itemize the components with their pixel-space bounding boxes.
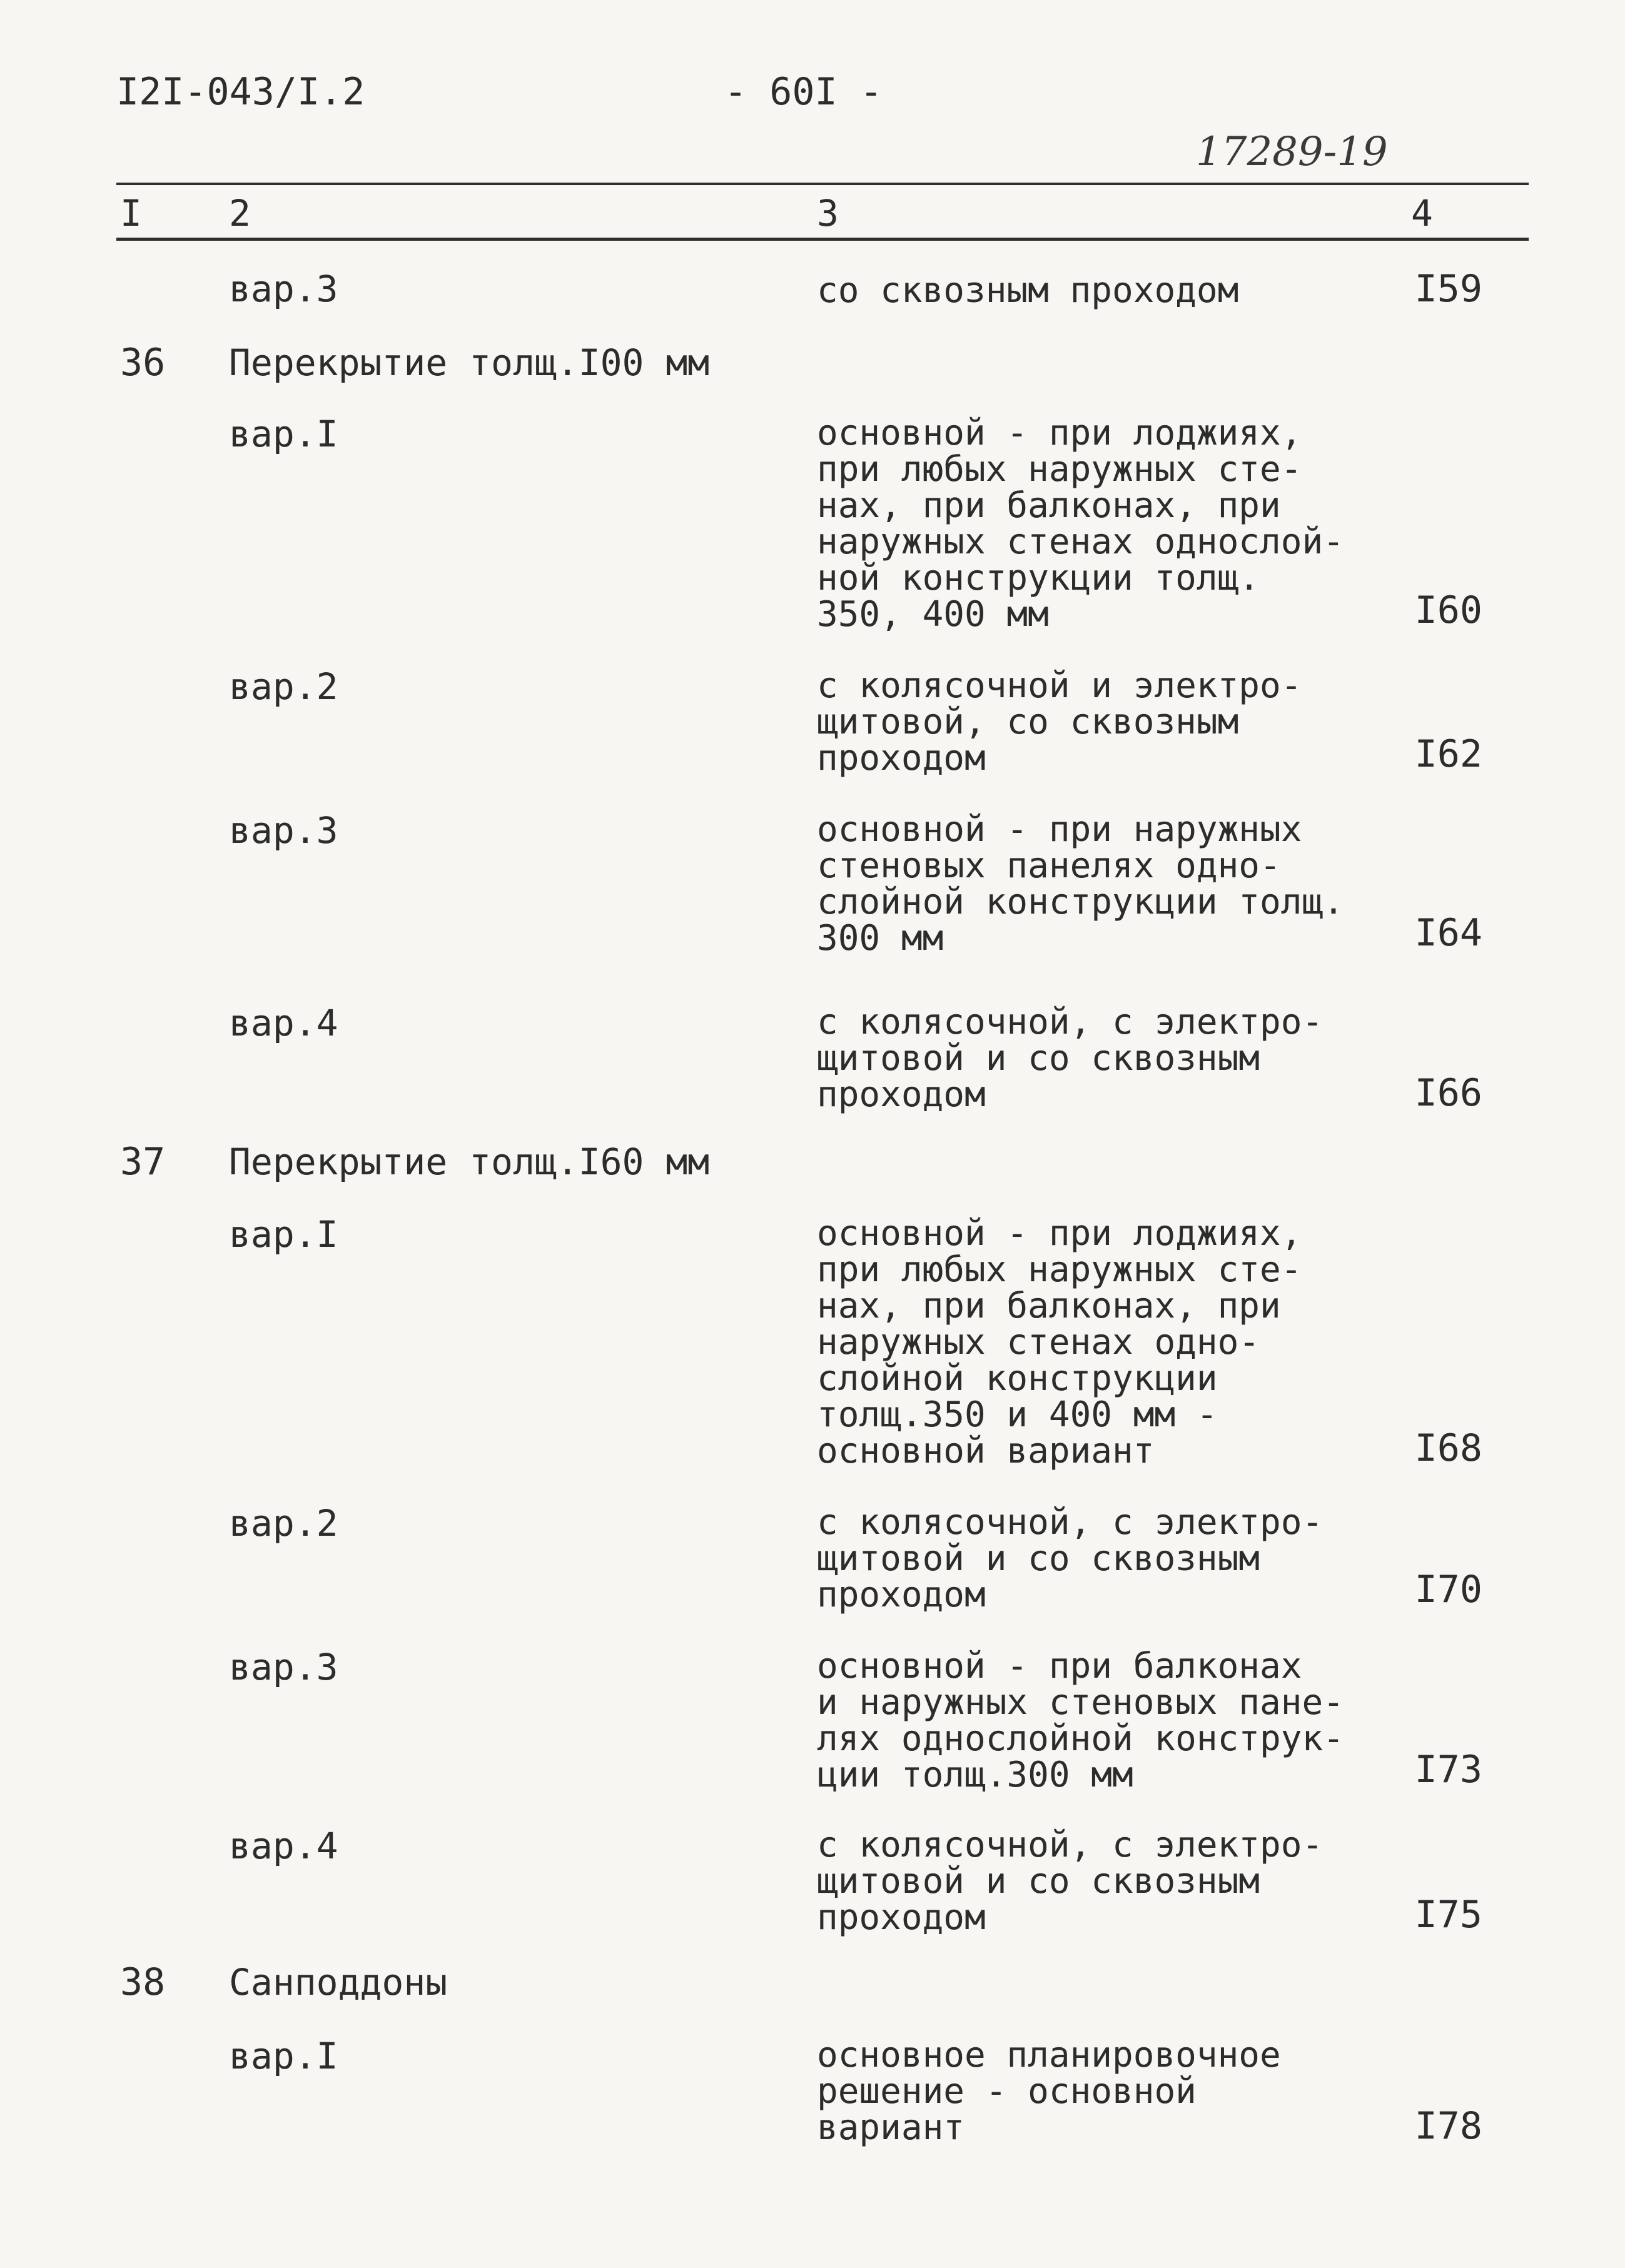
- variant-description: со сквозным проходом: [817, 270, 1239, 311]
- variant-label: вар.I: [229, 1213, 338, 1256]
- column-header-2: 2: [229, 192, 251, 234]
- page-reference: I66: [1414, 1071, 1482, 1115]
- variant-label: вар.I: [229, 413, 338, 455]
- section-number: 38: [120, 1960, 166, 2004]
- variant-label: вар.3: [229, 1646, 338, 1688]
- table-top-rule: [116, 183, 1529, 185]
- column-header-3: 3: [817, 192, 839, 234]
- variant-description: с колясочной, с электро- щитовой и со сквозным проходом: [817, 1825, 1324, 1938]
- page-reference: I75: [1414, 1893, 1482, 1937]
- document-code: I2I-043/I.2: [116, 70, 365, 114]
- column-header-4: 4: [1411, 192, 1433, 234]
- page-reference: I73: [1414, 1748, 1482, 1792]
- variant-label: вар.4: [229, 1825, 338, 1867]
- page-reference: I68: [1414, 1426, 1482, 1470]
- handwritten-note: 17289-19: [1196, 129, 1388, 175]
- section-number: 36: [120, 341, 166, 385]
- variant-description: с колясочной, с электро- щитовой и со сквозным проходом: [817, 1502, 1324, 1615]
- page-number: - 60I -: [724, 70, 883, 114]
- variant-label: вар.I: [229, 2035, 338, 2077]
- variant-description: основной - при балконах и наружных стеновых пане- лях однослойной конструк- ции толщ.300 мм: [817, 1646, 1344, 1795]
- variant-label: вар.4: [229, 1002, 338, 1044]
- page-reference: I60: [1414, 588, 1482, 632]
- page-reference: I62: [1414, 732, 1482, 776]
- table-header-rule: [116, 238, 1529, 241]
- section-title: Перекрытие толщ.I00 мм: [229, 341, 710, 384]
- variant-description: основное планировочное решение - основной вариант: [817, 2035, 1281, 2148]
- page-reference: I78: [1414, 2104, 1482, 2148]
- page-reference: I59: [1414, 267, 1482, 311]
- variant-description: с колясочной, с электро- щитовой и со сквозным проходом: [817, 1002, 1324, 1115]
- page-reference: I70: [1414, 1568, 1482, 1611]
- section-number: 37: [120, 1140, 166, 1184]
- section-title: Санподдоны: [229, 1961, 448, 2003]
- variant-label: вар.3: [229, 809, 338, 852]
- page-reference: I64: [1414, 911, 1482, 955]
- variant-label: вар.2: [229, 1502, 338, 1545]
- variant-label: вар.3: [229, 268, 338, 310]
- variant-description: основной - при лоджиях, при любых наружных сте- нах, при балконах, при наружных стенах одно- слойной конструкции толщ.350 и 400 мм - основной вариант: [817, 1213, 1302, 1471]
- variant-label: вар.2: [229, 665, 338, 708]
- variant-description: основной - при наружных стеновых панелях одно- слойной конструкции толщ. 300 мм: [817, 809, 1344, 959]
- column-header-1: I: [120, 192, 142, 234]
- variant-description: основной - при лоджиях, при любых наружных сте- нах, при балконах, при наружных стенах однослой- ной конструкции толщ. 350, 400 мм: [817, 413, 1344, 635]
- variant-description: с колясочной и электро- щитовой, со сквозным проходом: [817, 665, 1302, 779]
- section-title: Перекрытие толщ.I60 мм: [229, 1141, 710, 1183]
